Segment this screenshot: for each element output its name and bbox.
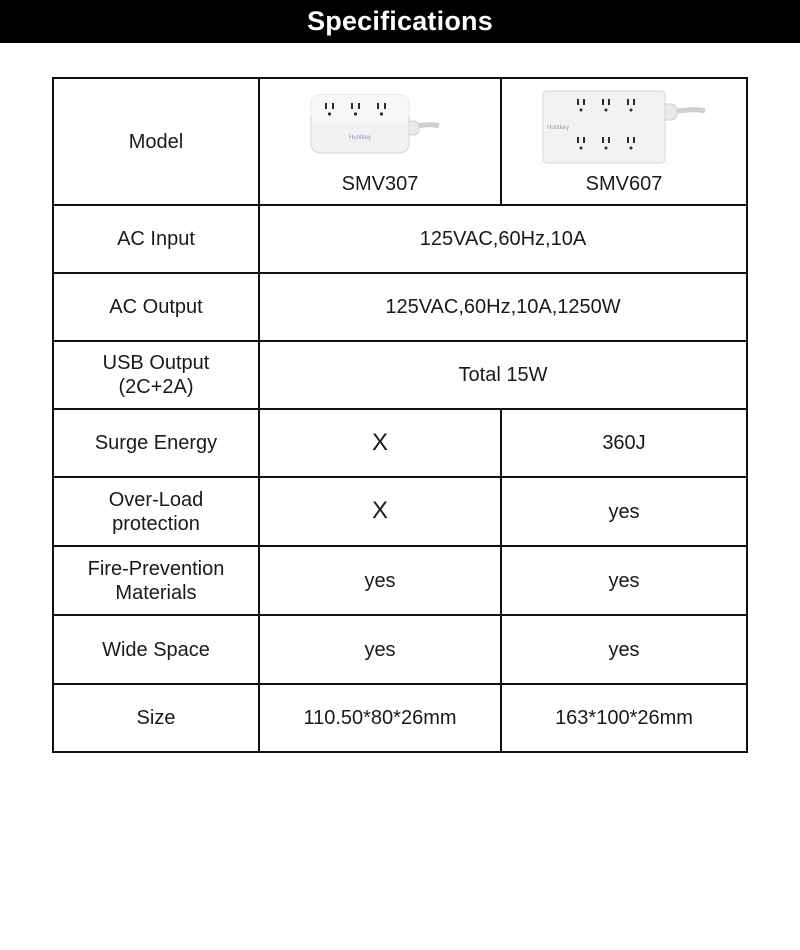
table-row-fire-prevention bbox=[53, 546, 747, 615]
model-name-smv607: SMV607 bbox=[585, 173, 663, 195]
spec-table bbox=[52, 77, 748, 753]
fire-prevention-label bbox=[53, 546, 259, 615]
fire-prevention-label-line1: Fire-Prevention bbox=[87, 557, 225, 580]
power-strip-6-outlet-icon bbox=[539, 87, 709, 167]
usb-output-label-line2: (2C+2A) bbox=[118, 376, 194, 398]
power-strip-3-outlet-icon bbox=[305, 92, 455, 156]
usb-output-label bbox=[53, 341, 259, 409]
ac-input-label: AC Input bbox=[53, 205, 259, 273]
table-row-ac-output bbox=[53, 273, 747, 341]
brand-logo-607: Huntkey bbox=[547, 125, 570, 131]
size-label: Size bbox=[53, 684, 259, 752]
page-banner bbox=[0, 0, 800, 43]
fire-prevention-smv307: yes bbox=[259, 546, 501, 615]
not-supported-mark: X bbox=[371, 497, 388, 524]
table-row-surge-energy bbox=[53, 409, 747, 477]
model-cell-smv607 bbox=[501, 78, 747, 205]
table-row-ac-input bbox=[53, 205, 747, 273]
wide-space-smv307: yes bbox=[259, 615, 501, 684]
ac-input-value: 125VAC,60Hz,10A bbox=[259, 205, 747, 273]
fire-prevention-label-line2: Materials bbox=[115, 581, 197, 604]
table-row-over-load bbox=[53, 477, 747, 546]
over-load-smv307 bbox=[259, 477, 501, 546]
table-row-usb-output bbox=[53, 341, 747, 409]
table-row-size bbox=[53, 684, 747, 752]
surge-energy-smv307 bbox=[259, 409, 501, 477]
ac-output-value: 125VAC,60Hz,10A,1250W bbox=[259, 273, 747, 341]
brand-logo-307: Huntkey bbox=[349, 135, 372, 141]
ac-output-label: AC Output bbox=[53, 273, 259, 341]
size-smv307: 110.50*80*26mm bbox=[259, 684, 501, 752]
size-smv607: 163*100*26mm bbox=[501, 684, 747, 752]
fire-prevention-smv607: yes bbox=[501, 546, 747, 615]
over-load-smv607: yes bbox=[501, 477, 747, 546]
usb-output-label-line1: USB Output bbox=[102, 352, 210, 374]
usb-output-value: Total 15W bbox=[259, 341, 747, 409]
surge-energy-label: Surge Energy bbox=[53, 409, 259, 477]
model-cell-smv307 bbox=[259, 78, 501, 205]
over-load-label bbox=[53, 477, 259, 546]
surge-energy-smv607: 360J bbox=[501, 409, 747, 477]
wide-space-label: Wide Space bbox=[53, 615, 259, 684]
model-label: Model bbox=[53, 78, 259, 205]
wide-space-smv607: yes bbox=[501, 615, 747, 684]
over-load-label-line1: Over-Load bbox=[108, 488, 204, 511]
table-row-model bbox=[53, 78, 747, 205]
not-supported-mark: X bbox=[371, 428, 388, 456]
table-row-wide-space bbox=[53, 615, 747, 684]
model-name-smv307: SMV307 bbox=[341, 173, 419, 195]
over-load-label-line2: protection bbox=[112, 512, 200, 535]
banner-title: Specifications bbox=[307, 6, 493, 36]
